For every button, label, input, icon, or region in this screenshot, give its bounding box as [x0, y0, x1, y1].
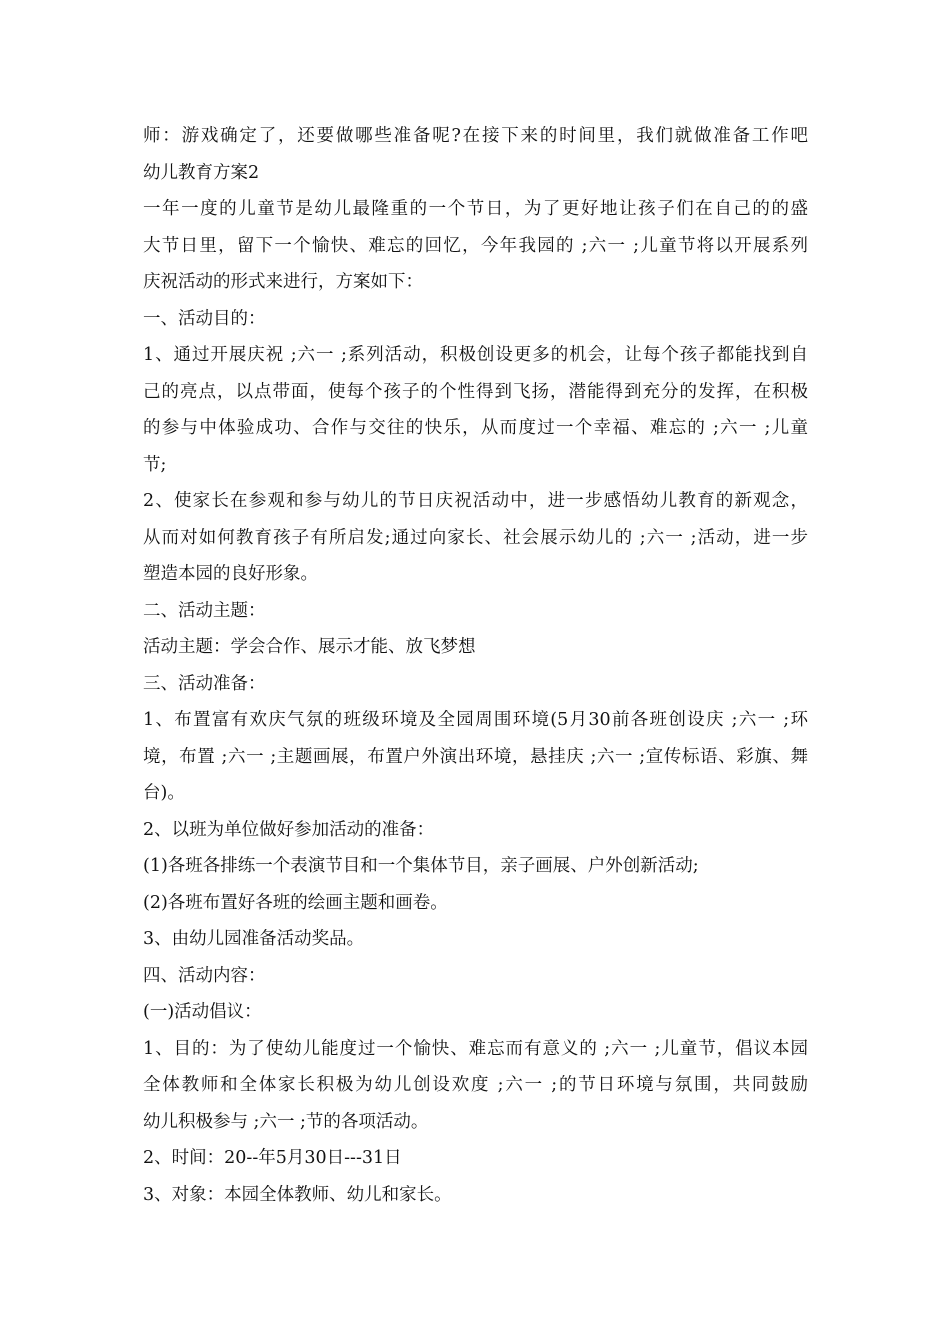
text-line: 1、通过开展庆祝 ;六一 ;系列活动，积极创设更多的机会，让每个孩子都能找到自 [143, 345, 808, 365]
document-body [143, 118, 808, 1213]
text-line: 全体教师和全体家长积极为幼儿创设欢度 ;六一 ;的节日环境与氛围，共同鼓励 [143, 1075, 808, 1095]
text-line: (一)活动倡议： [143, 1002, 262, 1022]
text-line: 幼儿教育方案2 [143, 162, 260, 183]
text-line: 二、活动主题： [143, 600, 266, 621]
text-line: 师：游戏确定了，还要做哪些准备呢?在接下来的时间里，我们就做准备工作吧 [143, 126, 808, 146]
text-line: 一、活动目的： [143, 308, 266, 329]
text-line: 2、以班为单位做好参加活动的准备： [143, 819, 435, 840]
text-line: 三、活动准备： [143, 673, 266, 694]
text-line: 1、目的：为了使幼儿能度过一个愉快、难忘而有意义的 ;六一 ;儿童节，倡议本园 [143, 1038, 808, 1059]
text-line: (2)各班布置好各班的绘画主题和画卷。 [143, 892, 448, 913]
text-line: 活动主题：学会合作、展示才能、放飞梦想 [143, 637, 476, 657]
text-line: 幼儿积极参与 ;六一 ;节的各项活动。 [143, 1111, 429, 1132]
text-line: 3、由幼儿园准备活动奖品。 [143, 929, 365, 949]
text-line: 1、布置富有欢庆气氛的班级环境及全园周围环境(5月30前各班创设庆 ;六一 ;环 [143, 710, 808, 730]
text-line: 庆祝活动的形式来进行，方案如下： [143, 272, 423, 292]
text-line: 境，布置 ;六一 ;主题画展，布置户外演出环境，悬挂庆 ;六一 ;宣传标语、彩旗、舞 [143, 746, 808, 767]
text-line: 3、对象：本园全体教师、幼儿和家长。 [143, 1184, 452, 1205]
text-line: 己的亮点，以点带面，使每个孩子的个性得到飞扬，潜能得到充分的发挥，在积极 [143, 381, 808, 402]
text-line: 塑造本园的良好形象。 [143, 564, 318, 584]
text-line: 大节日里，留下一个愉快、难忘的回忆，今年我园的 ;六一 ;儿童节将以开展系列 [143, 235, 808, 256]
text-line: (1)各班各排练一个表演节目和一个集体节目，亲子画展、户外创新活动; [143, 856, 699, 876]
text-line: 的参与中体验成功、合作与交往的快乐，从而度过一个幸福、难忘的 ;六一 ;儿童 [143, 418, 808, 438]
text-line: 节; [143, 454, 167, 475]
text-line: 2、使家长在参观和参与幼儿的节日庆祝活动中，进一步感悟幼儿教育的新观念， [143, 491, 808, 511]
text-line: 四、活动内容： [143, 965, 266, 986]
text-line: 一年一度的儿童节是幼儿最隆重的一个节日，为了更好地让孩子们在自己的的盛 [143, 199, 808, 219]
text-line: 2、时间：20--年5月30日---31日 [143, 1148, 402, 1168]
text-line: 从而对如何教育孩子有所启发;通过向家长、社会展示幼儿的 ;六一 ;活动，进一步 [143, 527, 808, 548]
text-line: 台)。 [143, 783, 185, 803]
